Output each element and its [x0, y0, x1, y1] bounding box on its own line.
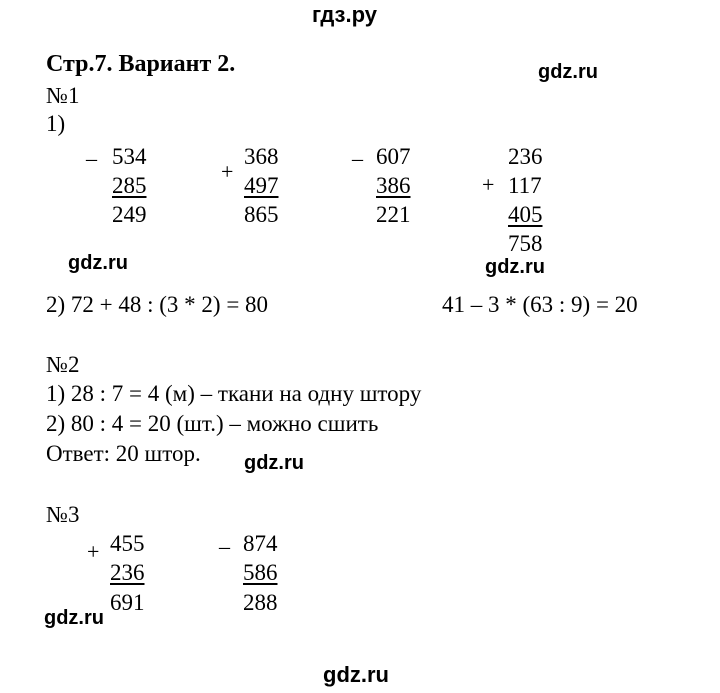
operand: 117: [508, 173, 542, 198]
watermark: gdz.ru: [68, 252, 128, 274]
operand: 236: [508, 144, 543, 169]
minus-sign: _: [86, 138, 97, 163]
task-1-sub-1: 1): [46, 111, 66, 136]
solution-line: 1) 28 : 7 = 4 (м) – ткани на одну штору: [46, 381, 422, 406]
operand: 586: [243, 560, 278, 585]
watermark: gdz.ru: [485, 256, 545, 278]
answer-line: Ответ: 20 штор.: [46, 441, 201, 466]
operand: 874: [243, 531, 278, 556]
result: 249: [112, 202, 147, 227]
watermark: gdz.ru: [538, 61, 598, 83]
operand: 497: [244, 173, 279, 198]
plus-sign: +: [87, 539, 100, 564]
operand: 368: [244, 144, 279, 169]
task-2-label: №2: [46, 352, 80, 377]
page-title: Стр.7. Вариант 2.: [46, 51, 236, 77]
watermark: gdz.ru: [44, 607, 104, 629]
result: 221: [376, 202, 411, 227]
result: 691: [110, 590, 145, 615]
task-3-label: №3: [46, 502, 80, 527]
solution-line: 2) 80 : 4 = 20 (шт.) – можно сшить: [46, 411, 379, 436]
expression: 41 – 3 * (63 : 9) = 20: [442, 292, 638, 317]
plus-sign: +: [482, 172, 495, 197]
operand: 236: [110, 560, 145, 585]
task-1-label: №1: [46, 83, 80, 108]
watermark: gdz.ru: [244, 452, 304, 474]
operand: 607: [376, 144, 411, 169]
result: 865: [244, 202, 279, 227]
result: 288: [243, 590, 278, 615]
expression: 2) 72 + 48 : (3 * 2) = 80: [46, 292, 269, 317]
operand: 455: [110, 531, 145, 556]
minus-sign: _: [219, 526, 230, 551]
watermark: gdz.ru: [323, 662, 389, 687]
operand: 285: [112, 173, 147, 198]
result: 758: [508, 231, 543, 256]
operand: 386: [376, 173, 411, 198]
minus-sign: _: [352, 138, 363, 163]
operand: 534: [112, 144, 147, 169]
watermark-top: гдз.ру: [312, 2, 377, 27]
operand: 405: [508, 202, 543, 227]
plus-sign: +: [221, 159, 234, 184]
